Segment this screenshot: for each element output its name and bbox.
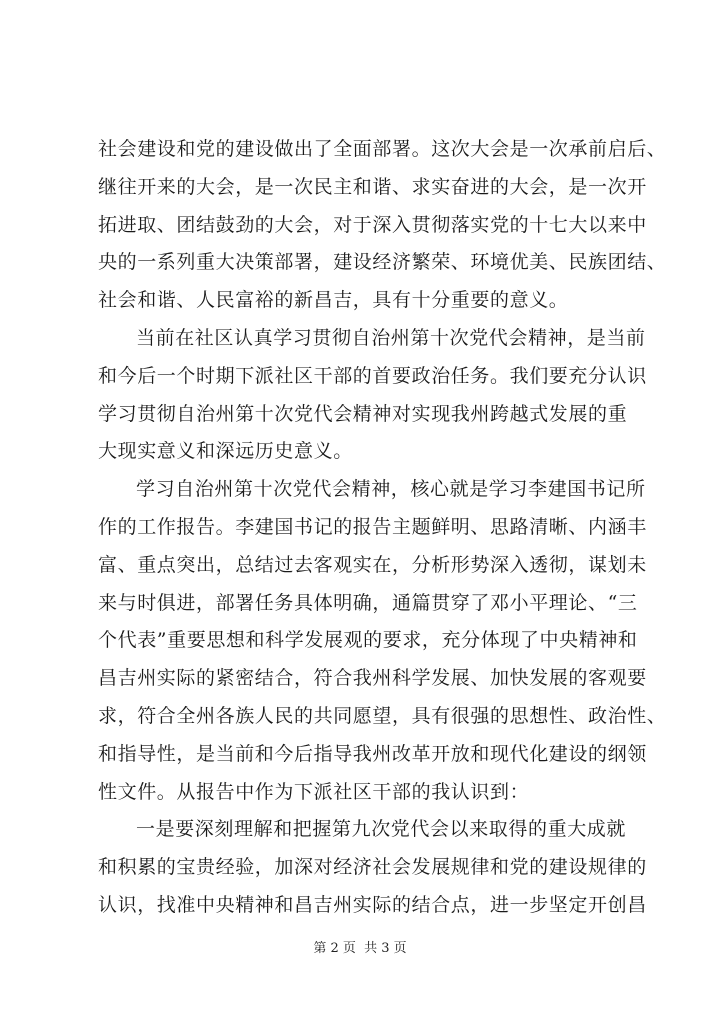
text-line: 社会和谐、人民富裕的新昌吉，具有十分重要的意义。 xyxy=(98,289,569,312)
text-line: 富、重点突出，总结过去客观实在，分析形势深入透彻，谋划未 xyxy=(98,553,647,576)
text-line: 求，符合全州各族人民的共同愿望，具有很强的思想性、政治性、 xyxy=(98,704,667,727)
text-line: 和积累的宝贵经验，加深对经济社会发展规律和党的建设规律的 xyxy=(98,856,647,879)
text-line: 学习贯彻自治州第十次党代会精神对实现我州跨越式发展的重 xyxy=(98,402,628,425)
text-line: 作的工作报告。李建国书记的报告主题鲜明、思路清晰、内涵丰 xyxy=(98,515,647,538)
paragraph-first-line: 一是要深刻理解和把握第九次党代会以来取得的重大成就 xyxy=(136,818,627,841)
text-line: 和指导性，是当前和今后指导我州改革开放和现代化建设的纲领 xyxy=(98,742,647,765)
text-line: 个代表”重要思想和科学发展观的要求，充分体现了中央精神和 xyxy=(98,629,638,652)
text-line: 和今后一个时期下派社区干部的首要政治任务。我们要充分认识 xyxy=(98,364,647,387)
text-line: 大现实意义和深远历史意义。 xyxy=(98,440,353,463)
text-line: 来与时俱进，部署任务具体明确，通篇贯穿了邓小平理论、“三 xyxy=(98,591,638,614)
paragraph-first-line: 学习自治州第十次党代会精神，核心就是学习李建国书记所 xyxy=(136,478,646,501)
text-line: 社会建设和党的建设做出了全面部署。这次大会是一次承前启后、 xyxy=(98,138,667,160)
text-line: 认识，找准中央精神和昌吉州实际的结合点，进一步坚定开创昌 xyxy=(98,893,647,916)
text-line: 昌吉州实际的紧密结合，符合我州科学发展、加快发展的客观要 xyxy=(98,667,647,690)
paragraph-first-line: 当前在社区认真学习贯彻自治州第十次党代会精神，是当前 xyxy=(136,326,646,349)
text-line: 性文件。从报告中作为下派社区干部的我认识到： xyxy=(98,780,530,803)
text-line: 拓进取、团结鼓劲的大会，对于深入贯彻落实党的十七大以来中 xyxy=(98,213,647,236)
page-number-footer: 第 2 页 共 3 页 xyxy=(313,941,407,956)
text-line: 央的一系列重大决策部署，建设经济繁荣、环境优美、民族团结、 xyxy=(98,251,667,274)
body-text xyxy=(98,131,667,925)
text-line: 继往开来的大会，是一次民主和谐、求实奋进的大会，是一次开 xyxy=(98,175,647,198)
